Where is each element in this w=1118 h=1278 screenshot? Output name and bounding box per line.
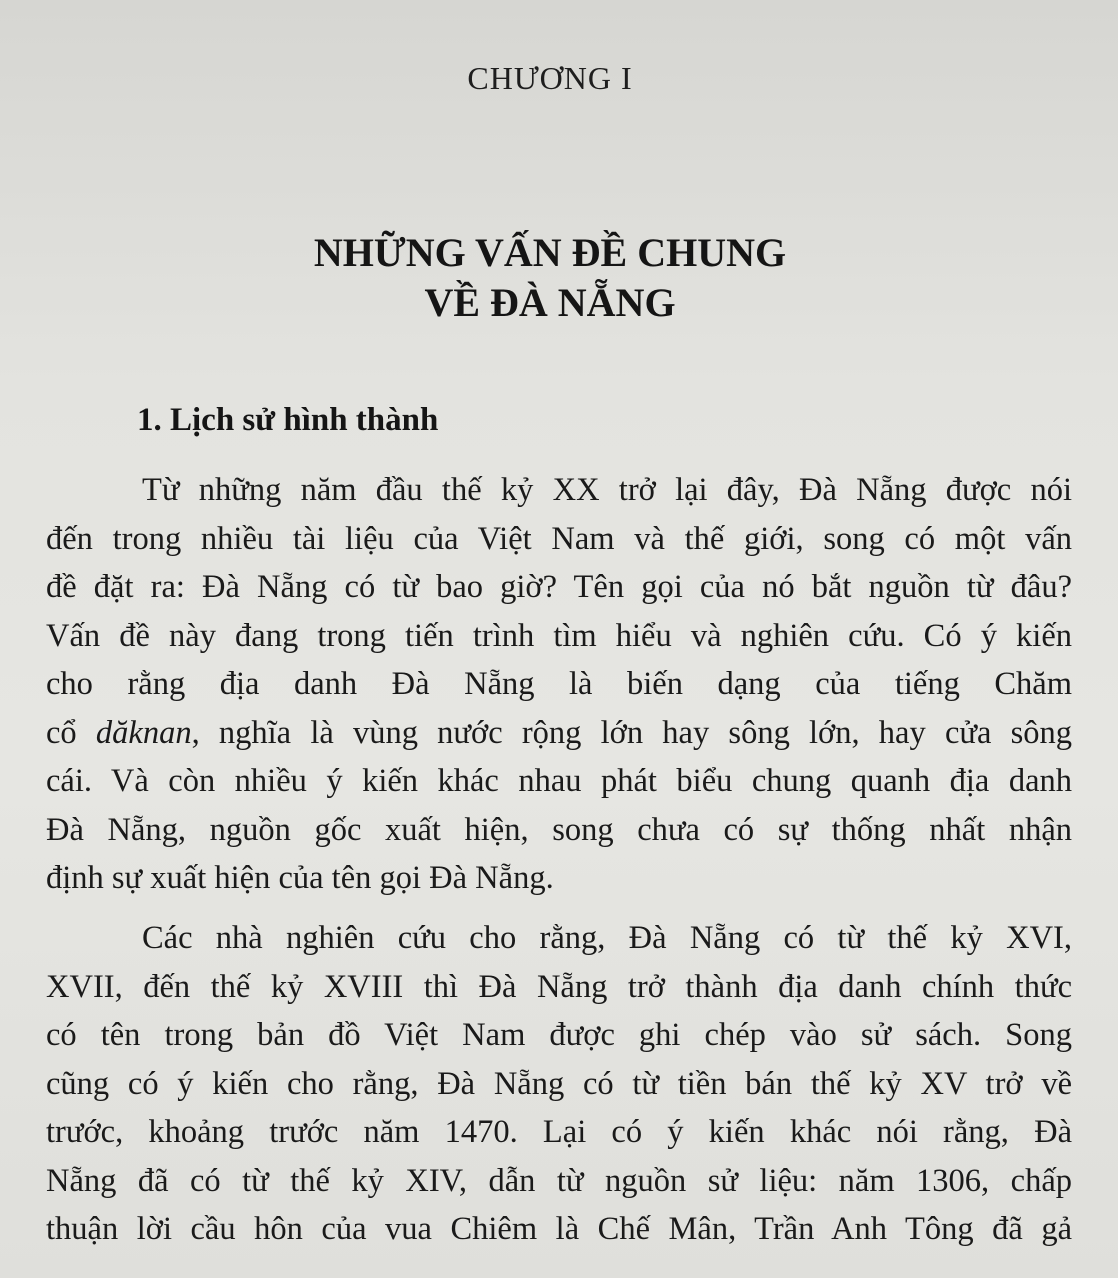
- text-line-with-term: [46, 709, 1072, 758]
- text-line: cũng có ý kiến cho rằng, Đà Nẵng có từ tiền bán thế kỷ XV trở về: [46, 1065, 1072, 1102]
- text-line: cho rằng địa danh Đà Nẵng là biến dạng của tiếng Chăm: [46, 666, 1072, 702]
- text-line: có tên trong bản đồ Việt Nam được ghi chép vào sử sách. Song: [46, 1017, 1072, 1053]
- text-line: trước, khoảng trước năm 1470. Lại có ý kiến khác nói rằng, Đà: [46, 1114, 1072, 1150]
- line-suffix: ,: [191, 714, 219, 751]
- text-line: Vấn đề này đang trong tiến trình tìm hiểu và nghiên cứu. Có ý kiến: [46, 617, 1072, 654]
- chapter-title: [0, 228, 1100, 328]
- text-line: Các nhà nghiên cứu cho rằng, Đà Nẵng có từ thế kỷ XVI,: [142, 920, 1072, 956]
- section-heading: 1. Lịch sử hình thành: [137, 402, 439, 438]
- paragraph-researchers-views: [46, 914, 1072, 1254]
- text-line: cái. Và còn nhiều ý kiến khác nhau phát biểu chung quanh địa danh: [46, 763, 1072, 799]
- text-line: Từ những năm đầu thế kỷ XX trở lại đây, Đà Nẵng được nói: [142, 472, 1072, 508]
- text-line: Nẵng đã có từ thế kỷ XIV, dẫn từ nguồn sử liệu: năm 1306, chấp: [46, 1162, 1072, 1199]
- text-line: đề đặt ra: Đà Nẵng có từ bao giờ? Tên gọi của nó bắt nguồn từ đâu?: [46, 569, 1072, 605]
- text-line: XVII, đến thế kỷ XVIII thì Đà Nẵng trở thành địa danh chính thức: [46, 968, 1072, 1005]
- chapter-title-line-1: NHỮNG VẤN ĐỀ CHUNG: [313, 230, 787, 275]
- text-line: thuận lời cầu hôn của vua Chiêm là Chế Mân, Trần Anh Tông đã gả: [46, 1211, 1072, 1247]
- text-line: Đà Nẵng, nguồn gốc xuất hiện, song chưa có sự thống nhất nhận: [46, 811, 1072, 848]
- paragraph-history-origin: [46, 466, 1072, 903]
- text-line: định sự xuất hiện của tên gọi Đà Nẵng.: [46, 860, 554, 896]
- chapter-label: CHƯƠNG I: [467, 60, 633, 96]
- line-rest: nghĩa là vùng nước rộng lớn hay sông lớn, hay cửa sông: [218, 714, 1073, 751]
- line-prefix: cổ: [46, 714, 96, 751]
- chapter-title-line-2: VỀ ĐÀ NẴNG: [424, 280, 676, 325]
- text-line: đến trong nhiều tài liệu của Việt Nam và thế giới, song có một vấn: [46, 520, 1072, 557]
- italic-term: dăknan: [95, 714, 192, 751]
